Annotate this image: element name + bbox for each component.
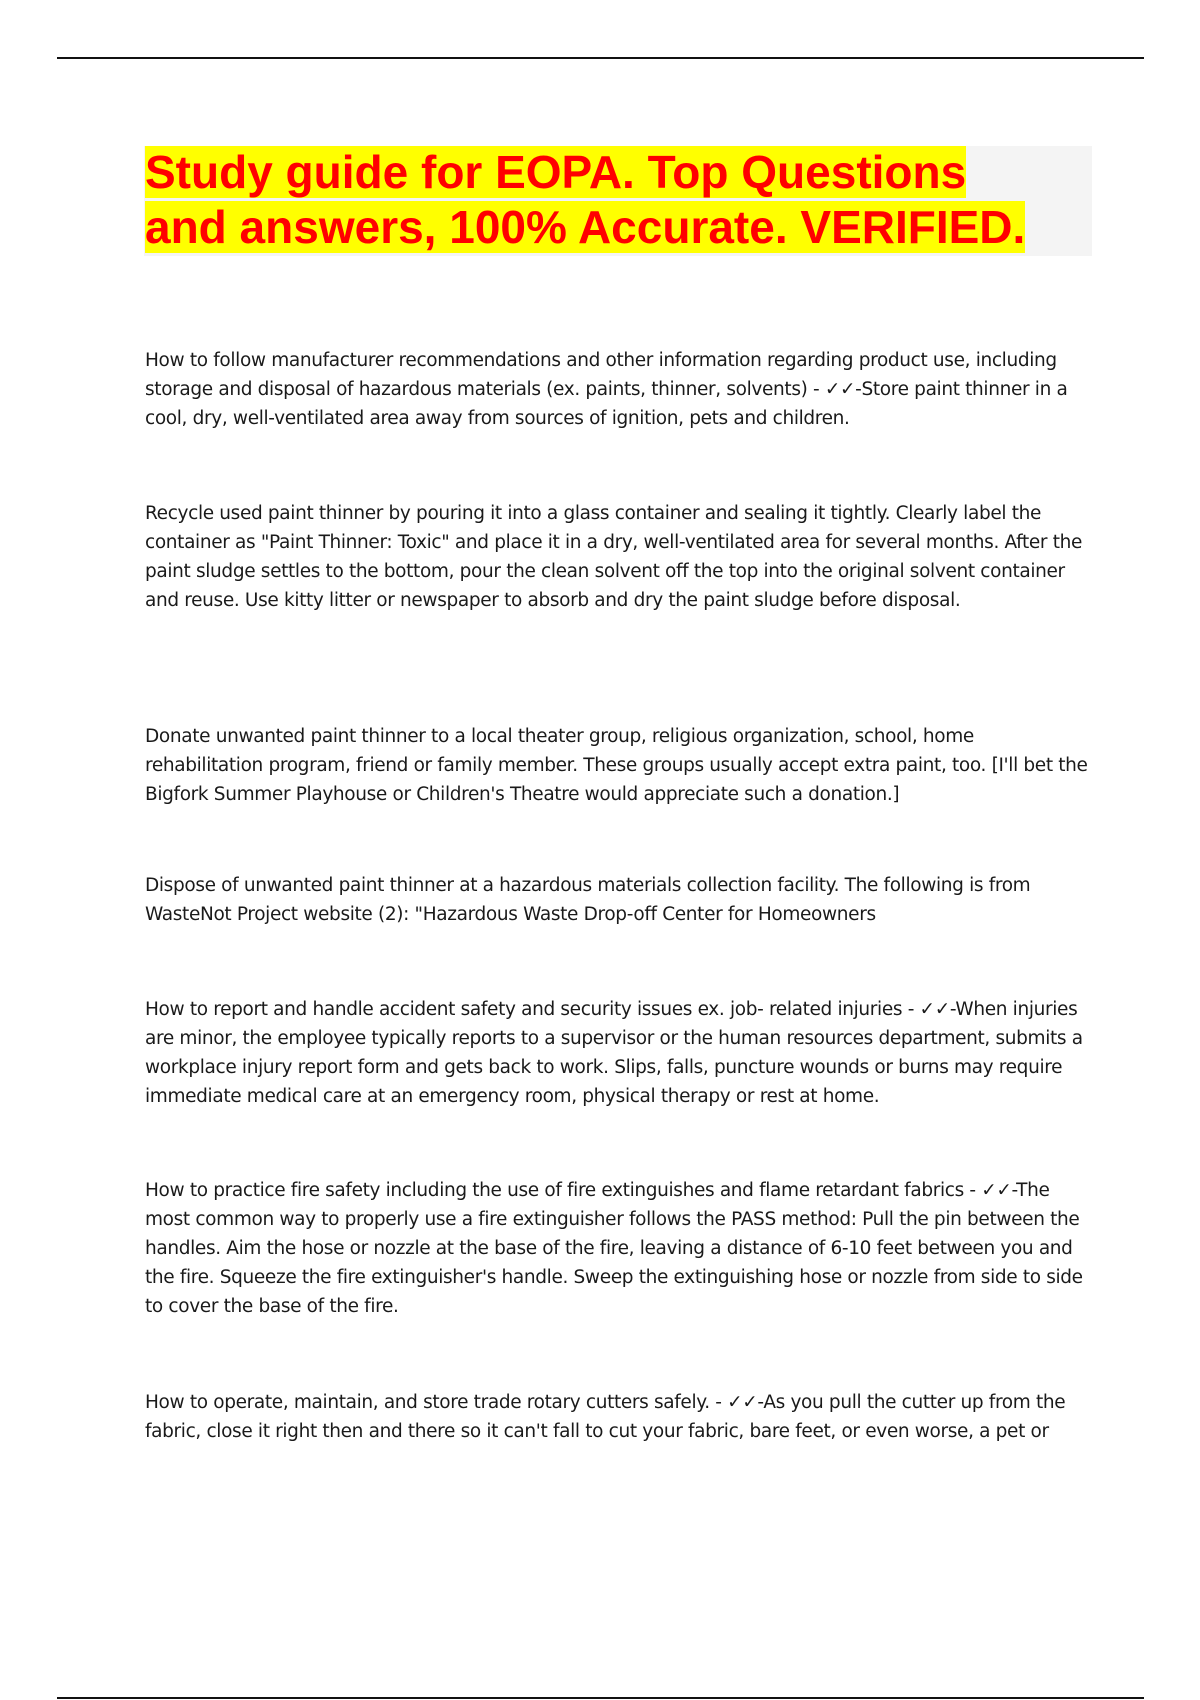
paragraph-rotary-cutters: How to operate, maintain, and store trade rotary cutters safely. - ✓✓-As you pull the cutter up from the fabric, close it right then and there so it can't fall to cut your fabric, bare feet, or even worse, a pet or bbox=[145, 1392, 1066, 1442]
paragraph-recycle-thinner: Recycle used paint thinner by pouring it into a glass container and sealing it tightly. Clearly label the container as "Paint Thinner: Toxic" and place it in a dry, well-ventilated area for several months. After the paint sludge settles to the bottom, pour the clean solvent off the top into the original solvent container and reuse. Use kitty litter or newspaper to absorb and dry the paint sludge before disposal. bbox=[145, 503, 1083, 611]
paragraph-accident-safety: How to report and handle accident safety and security issues ex. job- related injuries - ✓✓-When injuries are minor, the employee typically reports to a supervisor or the human resources department, submits a workplace injury report form and gets back to work. Slips, falls, puncture wounds or burns may require immediate medical care at an emergency room, physical therapy or rest at home. bbox=[145, 999, 1083, 1107]
title-line-1: Study guide for EOPA. Top Questions bbox=[145, 146, 967, 198]
paragraph-donate-thinner: Donate unwanted paint thinner to a local theater group, religious organization, school, home rehabilitation program, friend or family member. These groups usually accept extra paint, too. [I'll bet the Bigfork Summer Playhouse or Children's Theatre would appreciate such a donation.] bbox=[145, 726, 1088, 805]
paragraph-storage-disposal: How to follow manufacturer recommendations and other information regarding product use, including storage and disposal of hazardous materials (ex. paints, thinner, solvents) - ✓✓-Store paint thinner in a cool, dry, well-ventilated area away from sources of ignition, pets and children. bbox=[145, 350, 1068, 429]
document-title bbox=[145, 145, 1085, 255]
paragraph-dispose-thinner: Dispose of unwanted paint thinner at a hazardous materials collection facility. The following is from WasteNot Project website (2): "Hazardous Waste Drop-off Center for Homeowners bbox=[145, 875, 1031, 925]
title-line-2: and answers, 100% Accurate. VERIFIED. bbox=[145, 201, 1026, 253]
paragraph-fire-safety: How to practice fire safety including the use of fire extinguishes and flame retardant fabrics - ✓✓-The most common way to properly use a fire extinguisher follows the PASS method: Pull the pin between the handles. Aim the hose or nozzle at the base of the fire, leaving a distance of 6-10 feet between you and the fire. Squeeze the fire extinguisher's handle. Sweep the extinguishing hose or nozzle from side to side to cover the base of the fire. bbox=[145, 1180, 1083, 1317]
top-rule bbox=[57, 57, 1144, 59]
bottom-rule bbox=[57, 1697, 1144, 1699]
